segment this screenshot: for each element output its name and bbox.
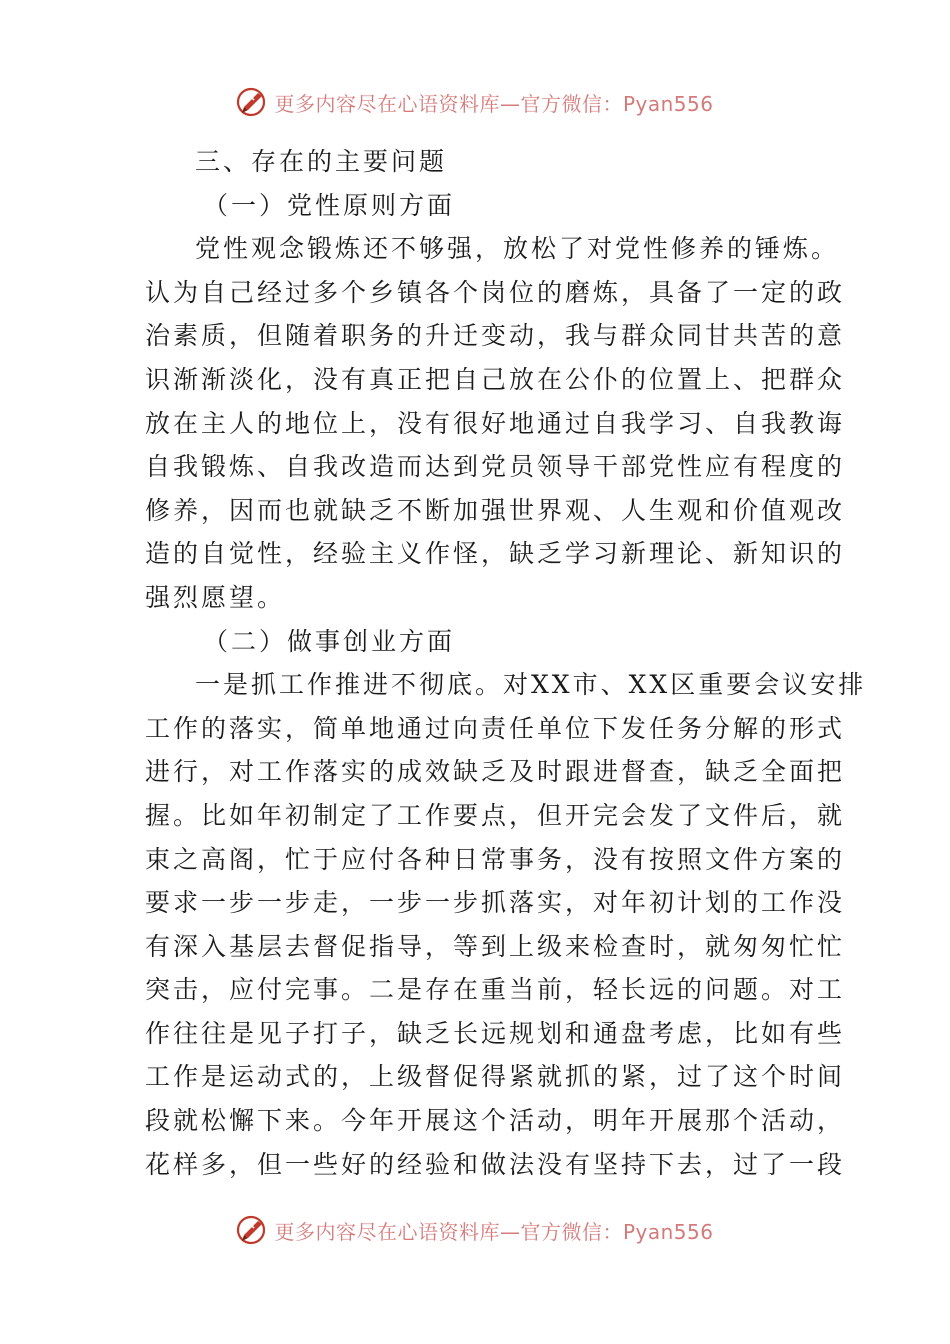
paragraph-line: 束之高阁，忙于应付各种日常事务，没有按照文件方案的 xyxy=(145,844,846,874)
subsection-title-work: （二）做事创业方面 xyxy=(203,626,456,656)
paragraph-line: 有深入基层去督促指导，等到上级来检查时，就匆匆忙忙 xyxy=(145,931,846,961)
watermark-text: 更多内容尽在心语资料库—官方微信：Pyan556 xyxy=(274,91,714,116)
watermark-text: 更多内容尽在心语资料库—官方微信：Pyan556 xyxy=(274,1219,714,1244)
subsection-title-party-principle: （一）党性原则方面 xyxy=(203,190,456,220)
paragraph-line: 进行，对工作落实的成效缺乏及时跟进督查，缺乏全面把 xyxy=(145,757,846,787)
paragraph-line: 要求一步一步走，一步一步抓落实，对年初计划的工作没 xyxy=(145,888,846,918)
paragraph-line: 工作是运动式的，上级督促得紧就抓的紧，过了这个时间 xyxy=(145,1062,846,1092)
paragraph-line: 一是抓工作推进不彻底。对XX市、XX区重要会议安排 xyxy=(195,670,867,700)
paragraph-line: 党性观念锻炼还不够强，放松了对党性修养的锤炼。 xyxy=(195,234,840,264)
paragraph-line: 握。比如年初制定了工作要点，但开完会发了文件后，就 xyxy=(145,800,846,830)
paragraph-line: 工作的落实，简单地通过向责任单位下发任务分解的形式 xyxy=(145,713,846,743)
section-title: 三、存在的主要问题 xyxy=(195,147,448,176)
paragraph-line: 识渐渐淡化，没有真正把自己放在公仆的位置上、把群众 xyxy=(145,364,846,394)
footer-watermark-banner xyxy=(0,1210,950,1250)
pen-circle-logo-icon xyxy=(236,1213,270,1247)
paragraph-line: 放在主人的地位上，没有很好地通过自我学习、自我教诲 xyxy=(145,408,846,438)
paragraph-line: 治素质，但随着职务的升迁变动，我与群众同甘共苦的意 xyxy=(145,321,846,351)
paragraph-line: 作往往是见子打子，缺乏长远规划和通盘考虑，比如有些 xyxy=(145,1018,846,1048)
header-watermark-banner xyxy=(0,82,950,122)
paragraph-line: 自我锻炼、自我改造而达到党员领导干部党性应有程度的 xyxy=(145,452,846,482)
paragraph-line: 段就松懈下来。今年开展这个活动，明年开展那个活动， xyxy=(145,1106,846,1136)
paragraph-line: 造的自觉性，经验主义作怪，缺乏学习新理论、新知识的 xyxy=(145,539,846,569)
paragraph-line: 强烈愿望。 xyxy=(145,582,286,612)
pen-circle-logo-icon xyxy=(236,85,270,119)
document-body xyxy=(145,140,867,1186)
paragraph-line: 修养，因而也就缺乏不断加强世界观、人生观和价值观改 xyxy=(145,495,846,525)
paragraph-line: 认为自己经过多个乡镇各个岗位的磨炼，具备了一定的政 xyxy=(145,277,846,307)
paragraph-line: 突击，应付完事。二是存在重当前，轻长远的问题。对工 xyxy=(145,975,846,1005)
paragraph-line: 花样多，但一些好的经验和做法没有坚持下去，过了一段 xyxy=(145,1149,846,1179)
